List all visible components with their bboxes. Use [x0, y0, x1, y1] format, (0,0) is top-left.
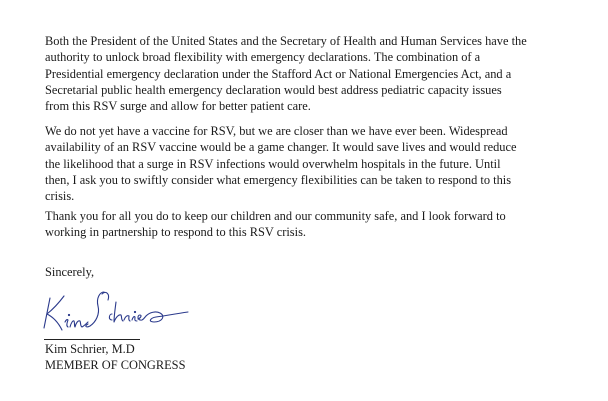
paragraph-line: then, I ask you to swiftly consider what emergency flexibilities can be taken to respond to this	[45, 172, 512, 187]
paragraph-line: availability of an RSV vaccine would be a game changer. It would save lives and would reduce	[45, 140, 517, 155]
paragraph-line: We do not yet have a vaccine for RSV, but we are closer than we have ever been. Widespread	[45, 124, 508, 138]
paragraph-line: Secretarial public health emergency declaration would best address pediatric capacity issues	[45, 82, 502, 97]
paragraph-line: Presidential emergency declaration under the Stafford Act or National Emergencies Act, and a	[45, 66, 512, 81]
letter-paragraph-3	[45, 208, 573, 241]
paragraph-line: working in partnership to respond to this RSV crisis.	[45, 225, 306, 240]
paragraph-line: the likelihood that a surge in RSV infections would overwhelm hospitals in the future. Until	[45, 156, 501, 171]
signer-name: Kim Schrier, M.D	[45, 342, 135, 356]
signature-line	[44, 339, 140, 340]
letter-paragraph-1	[45, 33, 573, 114]
signer-title: MEMBER OF CONGRESS	[45, 358, 186, 372]
paragraph-line: Thank you for all you do to keep our children and our community safe, and I look forward to	[45, 209, 506, 223]
paragraph-line: Both the President of the United States and the Secretary of Health and Human Services have the	[45, 34, 527, 48]
closing-salutation: Sincerely,	[45, 265, 95, 279]
paragraph-line: from this RSV surge and allow for better patient care.	[45, 99, 311, 114]
paragraph-line: crisis.	[45, 189, 75, 204]
letter-paragraph-2	[45, 123, 573, 204]
paragraph-line: authority to unlock broad flexibility with emergency declarations. The combination of a	[45, 50, 481, 65]
handwritten-signature	[38, 284, 198, 340]
